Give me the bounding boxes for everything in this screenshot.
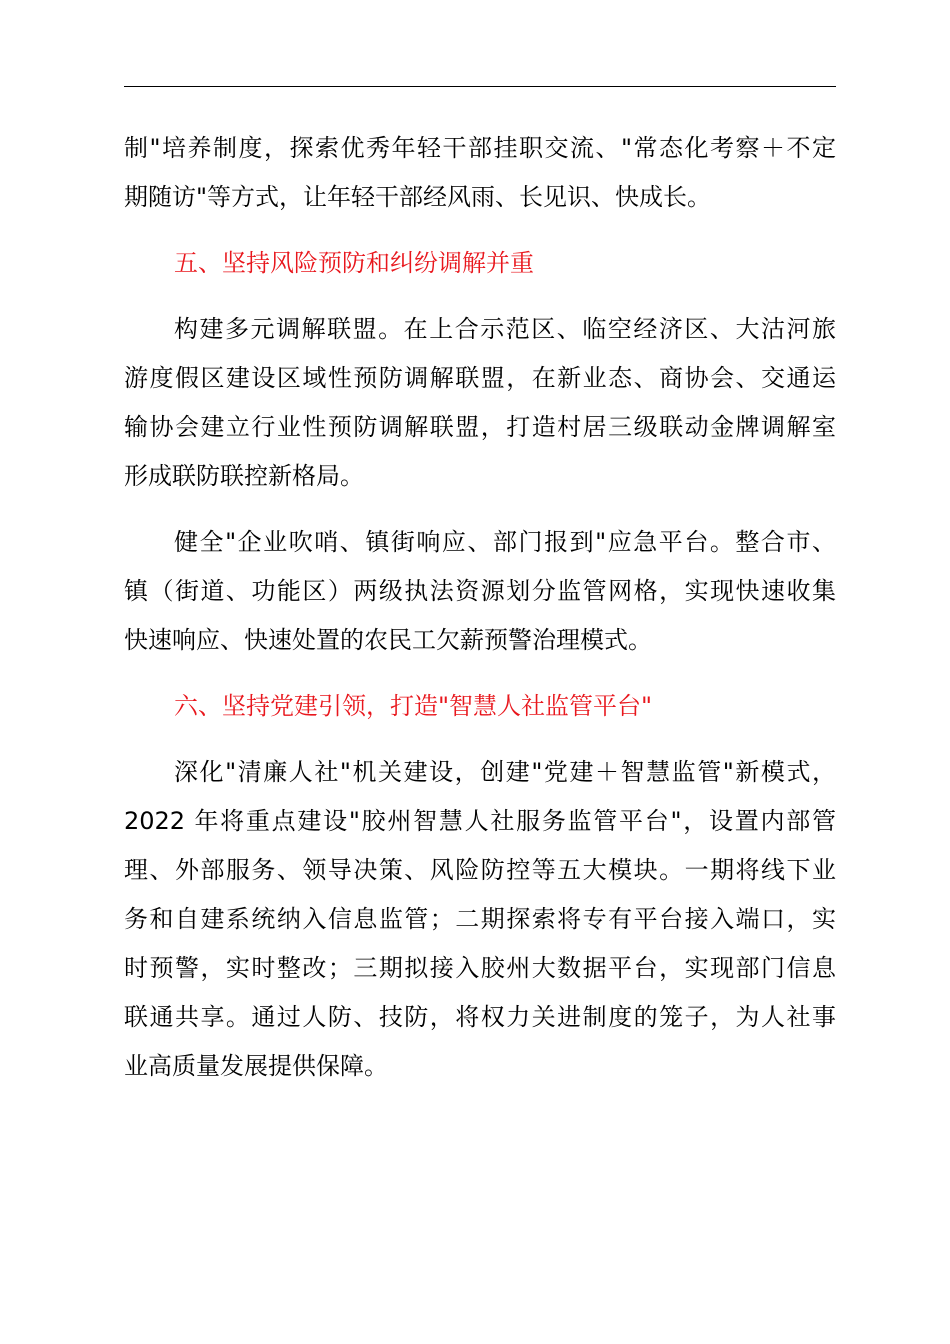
text-line: 输协会建立行业性预防调解联盟，打造村居三级联动金牌调解室 [124, 413, 836, 441]
text-line: 2022 年将重点建设"胶州智慧人社服务监管平台"，设置内部管 [124, 807, 836, 835]
header-rule [124, 86, 836, 87]
text-line: 镇（街道、功能区）两级执法资源划分监管网格，实现快速收集 [124, 577, 836, 605]
section-heading-5: 五、坚持风险预防和纠纷调解并重 [174, 249, 534, 277]
section5-paragraph-1 [124, 305, 836, 501]
section5-paragraph-2 [124, 518, 836, 665]
text-line: 期随访"等方式，让年轻干部经风雨、长见识、快成长。 [124, 183, 712, 211]
text-line: 时预警，实时整改；三期拟接入胶州大数据平台，实现部门信息 [124, 954, 836, 982]
document-body [124, 124, 836, 1091]
text-line: 联通共享。通过人防、技防，将权力关进制度的笼子，为人社事 [124, 1003, 836, 1031]
text-line: 务和自建系统纳入信息监管；二期探索将专有平台接入端口，实 [124, 905, 836, 933]
section-heading-6: 六、坚持党建引领，打造"智慧人社监管平台" [174, 692, 653, 720]
text-line: 形成联防联控新格局。 [124, 462, 364, 490]
text-line: 理、外部服务、领导决策、风险防控等五大模块。一期将线下业 [124, 856, 836, 884]
text-line: 快速响应、快速处置的农民工欠薪预警治理模式。 [124, 626, 652, 654]
text-line: 健全"企业吹哨、镇街响应、部门报到"应急平台。整合市、 [174, 528, 836, 556]
text-line: 制"培养制度，探索优秀年轻干部挂职交流、"常态化考察＋不定 [124, 134, 836, 162]
text-line: 深化"清廉人社"机关建设，创建"党建＋智慧监管"新模式， [174, 758, 836, 786]
section6-paragraph-1 [124, 748, 836, 1091]
text-line: 构建多元调解联盟。在上合示范区、临空经济区、大沽河旅 [174, 315, 836, 343]
text-line: 业高质量发展提供保障。 [124, 1052, 388, 1080]
text-line: 游度假区建设区域性预防调解联盟，在新业态、商协会、交通运 [124, 364, 836, 392]
intro-paragraph [124, 124, 836, 222]
